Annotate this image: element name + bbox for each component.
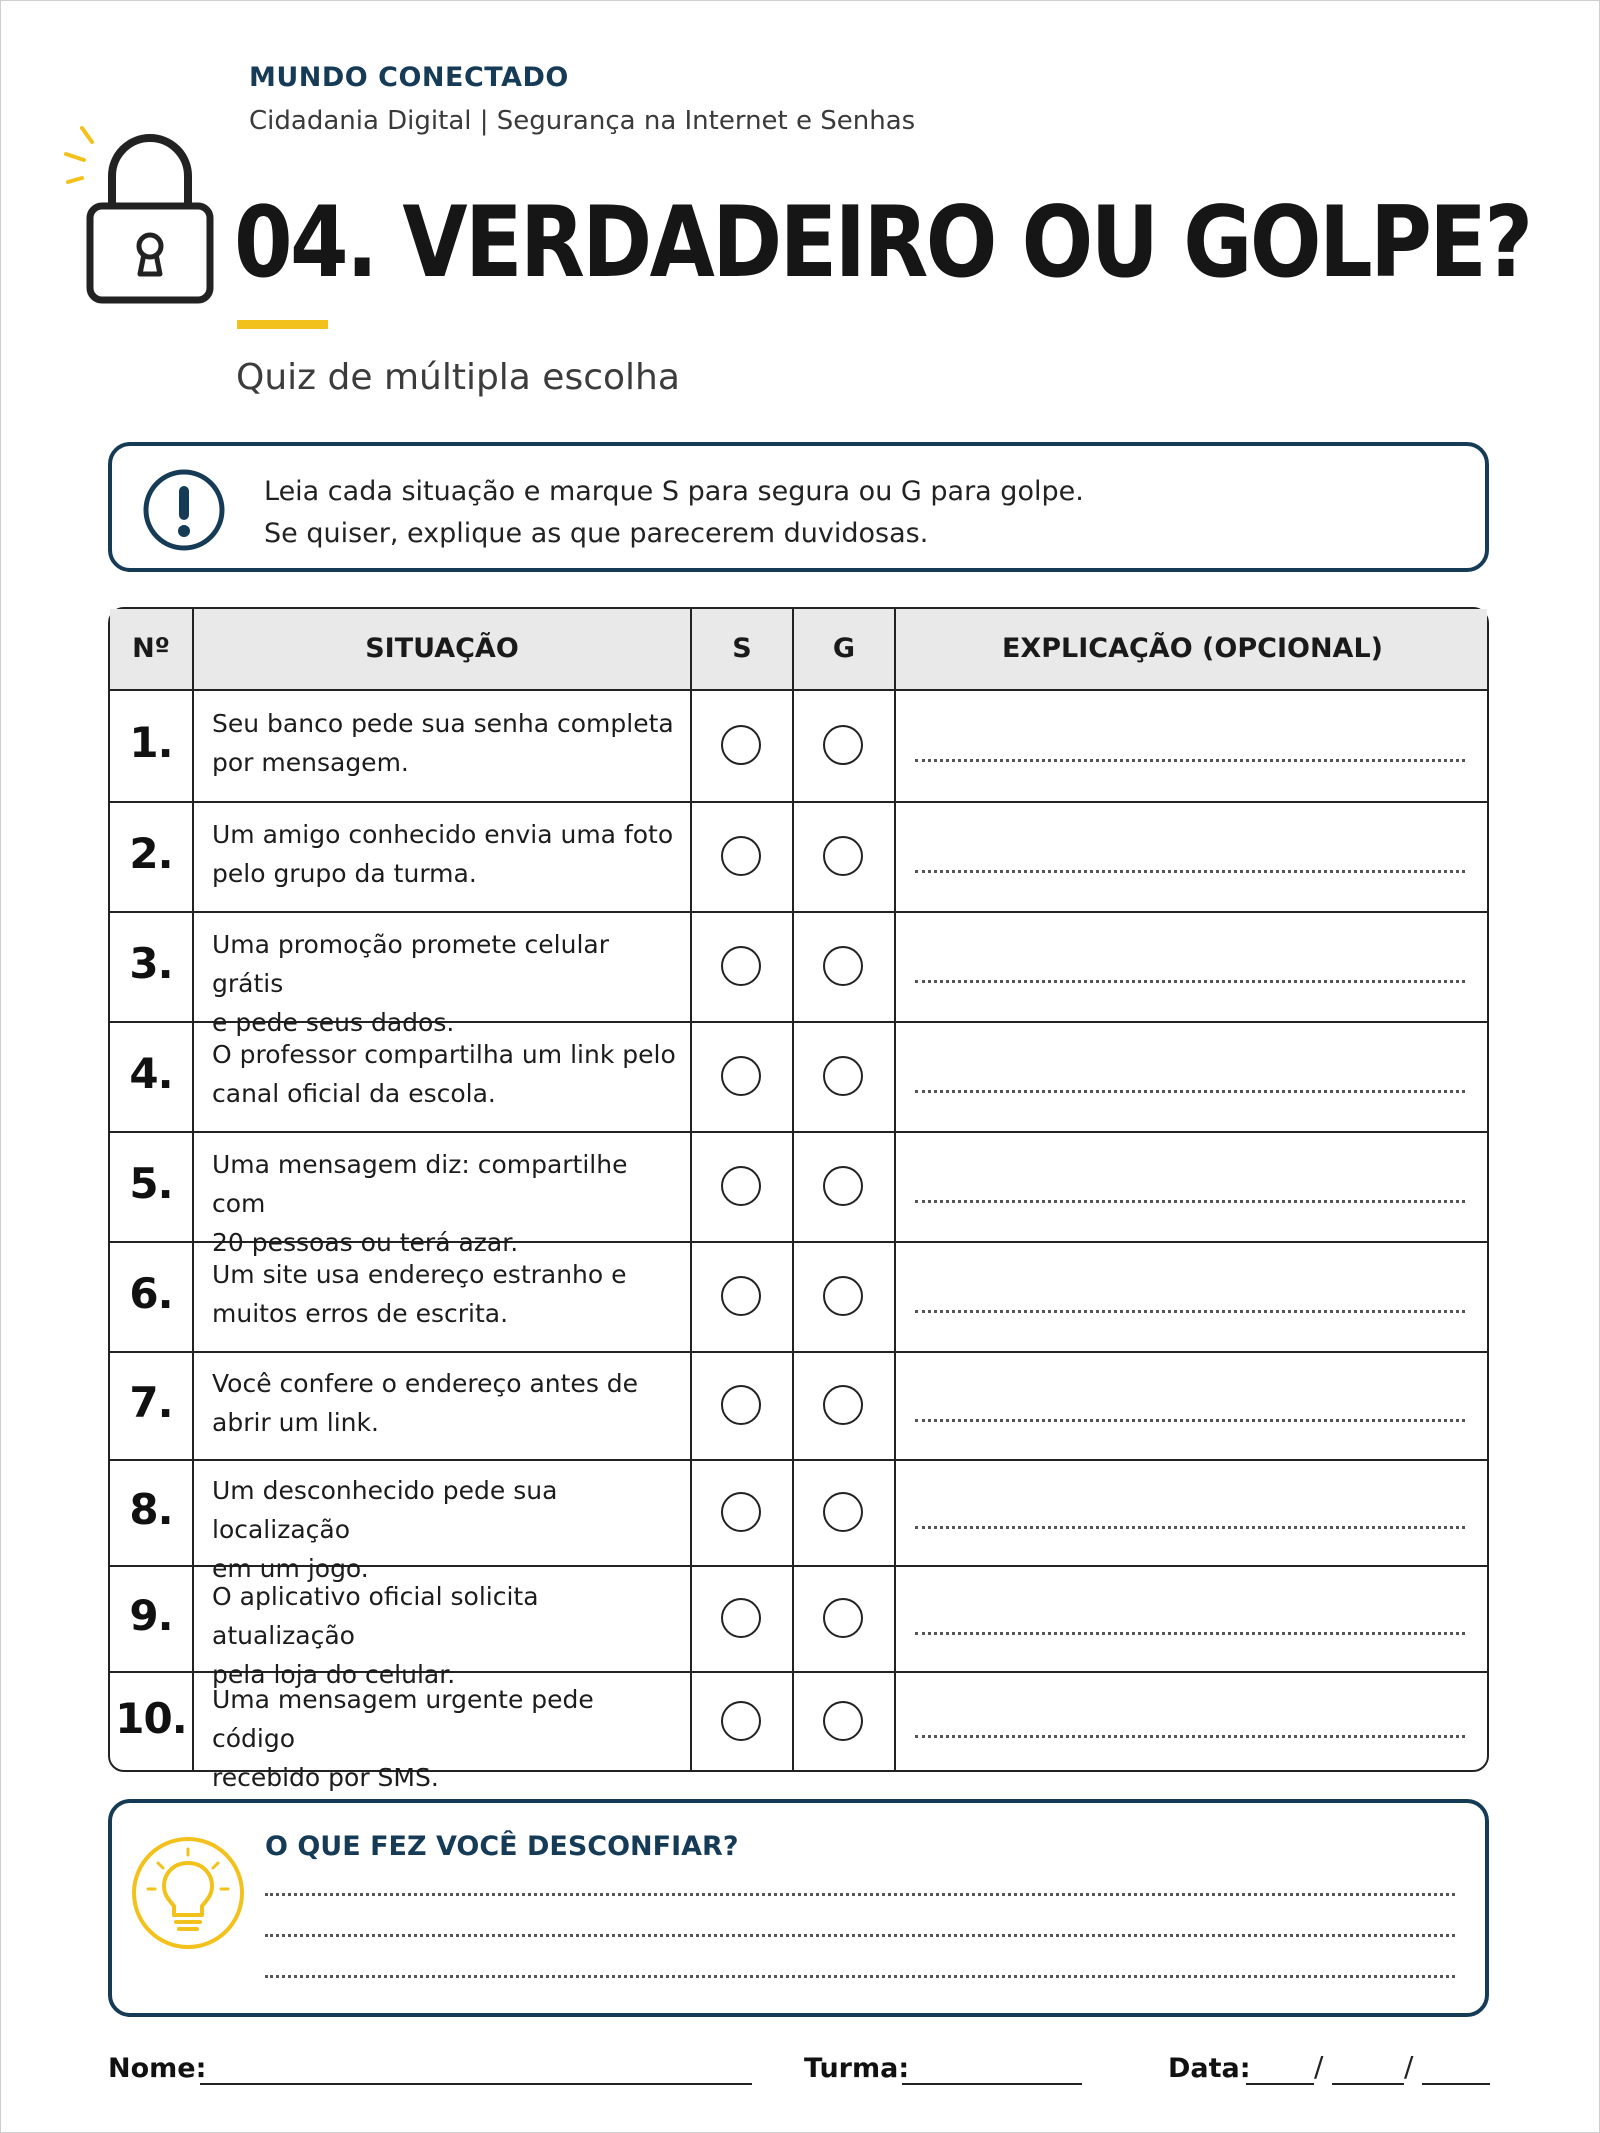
situation-text <box>212 1680 682 1797</box>
answer-line[interactable] <box>265 1934 1455 1937</box>
answer-line[interactable] <box>265 1893 1455 1896</box>
situation-text <box>212 1364 682 1442</box>
radio-safe[interactable] <box>721 1701 761 1741</box>
column-divider <box>690 609 692 1770</box>
instructions-line-2: Se quiser, explique as que parecerem duvidosas. <box>264 518 929 549</box>
radio-safe[interactable] <box>721 725 761 765</box>
table-row <box>110 1241 1487 1353</box>
radio-scam[interactable] <box>823 1492 863 1532</box>
brand-name: MUNDO CONECTADO <box>249 62 569 93</box>
table-row <box>110 1671 1487 1792</box>
row-number: 2. <box>129 829 173 878</box>
situation-line: O professor compartilha um link pelo <box>212 1040 676 1069</box>
situation-line: Uma mensagem diz: compartilhe com <box>212 1150 628 1218</box>
row-number: 8. <box>129 1485 173 1534</box>
column-divider <box>894 609 896 1770</box>
date-separator: / <box>1314 2050 1324 2083</box>
situation-text <box>212 704 682 782</box>
subject-subhead: Cidadania Digital | Segurança na Internet e Senhas <box>249 106 916 136</box>
header-explanation: EXPLICAÇÃO (OPCIONAL) <box>1001 633 1383 664</box>
table-row <box>110 1565 1487 1689</box>
situation-line: abrir um link. <box>212 1408 379 1437</box>
row-number: 6. <box>129 1269 173 1318</box>
situation-line: Um amigo conhecido envia uma foto <box>212 820 674 849</box>
situation-line: canal oficial da escola. <box>212 1079 496 1108</box>
radio-safe[interactable] <box>721 1598 761 1638</box>
table-row <box>110 1351 1487 1461</box>
explanation-field[interactable] <box>915 1735 1465 1738</box>
class-field[interactable] <box>902 2083 1082 2085</box>
date-month-field[interactable] <box>1332 2083 1404 2085</box>
radio-scam[interactable] <box>823 1276 863 1316</box>
table-header <box>110 609 1487 691</box>
situation-line: e pede seus dados. <box>212 1008 455 1037</box>
page-title: 04. VERDADEIRO OU GOLPE? <box>234 186 1531 300</box>
table-row <box>110 1459 1487 1583</box>
title-accent-bar <box>237 320 328 329</box>
instructions-line-1: Leia cada situação e marque S para segura ou G para golpe. <box>264 476 1084 507</box>
radio-scam[interactable] <box>823 1056 863 1096</box>
situation-text <box>212 1035 682 1113</box>
padlock-icon <box>60 128 220 308</box>
table-row <box>110 689 1487 803</box>
column-divider <box>192 609 194 1770</box>
situation-line: recebido por SMS. <box>212 1762 439 1792</box>
situation-line: em um jogo. <box>212 1554 369 1583</box>
radio-scam[interactable] <box>823 1385 863 1425</box>
table-row <box>110 1021 1487 1133</box>
situation-line: O aplicativo oficial solicita atualização <box>212 1582 539 1650</box>
header-s: S <box>732 633 752 664</box>
radio-safe[interactable] <box>721 946 761 986</box>
reflection-title: O QUE FEZ VOCÊ DESCONFIAR? <box>265 1831 739 1862</box>
row-number: 7. <box>129 1378 173 1427</box>
radio-scam[interactable] <box>823 1598 863 1638</box>
situation-line: Seu banco pede sua senha completa <box>212 709 674 738</box>
radio-scam[interactable] <box>823 1166 863 1206</box>
row-number: 10. <box>115 1693 187 1743</box>
quiz-table <box>108 607 1489 1792</box>
header-g: G <box>832 633 856 664</box>
situation-line: 20 pessoas ou terá azar. <box>212 1228 519 1257</box>
instructions-box <box>108 442 1489 572</box>
radio-safe[interactable] <box>721 836 761 876</box>
column-divider <box>792 609 794 1770</box>
date-separator: / <box>1404 2050 1414 2083</box>
radio-scam[interactable] <box>823 725 863 765</box>
radio-safe[interactable] <box>721 1166 761 1206</box>
radio-safe[interactable] <box>721 1276 761 1316</box>
radio-safe[interactable] <box>721 1056 761 1096</box>
name-field[interactable] <box>200 2083 752 2085</box>
situation-text <box>212 1255 682 1333</box>
date-year-field[interactable] <box>1422 2083 1490 2085</box>
explanation-field[interactable] <box>915 1526 1465 1529</box>
explanation-field[interactable] <box>915 1090 1465 1093</box>
row-number: 3. <box>129 939 173 988</box>
explanation-field[interactable] <box>915 870 1465 873</box>
row-number: 5. <box>129 1159 173 1208</box>
situation-line: Você confere o endereço antes de <box>212 1369 639 1398</box>
radio-safe[interactable] <box>721 1492 761 1532</box>
situation-line: muitos erros de escrita. <box>212 1299 509 1328</box>
explanation-field[interactable] <box>915 1419 1465 1422</box>
row-number: 1. <box>129 718 173 767</box>
situation-line: pelo grupo da turma. <box>212 859 477 888</box>
radio-scam[interactable] <box>823 836 863 876</box>
row-number: 4. <box>129 1049 173 1098</box>
situation-line: por mensagem. <box>212 748 409 777</box>
reflection-box <box>108 1799 1489 2017</box>
radio-scam[interactable] <box>823 1701 863 1741</box>
situation-line: Uma promoção promete celular grátis <box>212 930 609 998</box>
row-number: 9. <box>129 1591 173 1640</box>
class-label: Turma: <box>804 2053 910 2084</box>
answer-line[interactable] <box>265 1975 1455 1978</box>
radio-safe[interactable] <box>721 1385 761 1425</box>
explanation-field[interactable] <box>915 980 1465 983</box>
header-number: Nº <box>132 633 170 664</box>
exclamation-icon <box>142 468 226 552</box>
situation-line: Um site usa endereço estranho e <box>212 1260 627 1289</box>
explanation-field[interactable] <box>915 1200 1465 1203</box>
table-row <box>110 1131 1487 1257</box>
situation-line: pela loja do celular. <box>212 1660 456 1689</box>
explanation-field[interactable] <box>915 1632 1465 1635</box>
situation-line: Um desconhecido pede sua localização <box>212 1476 558 1544</box>
explanation-field[interactable] <box>915 759 1465 762</box>
explanation-field[interactable] <box>915 1310 1465 1313</box>
situation-text <box>212 815 682 893</box>
header-situation: SITUAÇÃO <box>365 633 519 664</box>
date-day-field[interactable] <box>1246 2083 1314 2085</box>
table-row <box>110 911 1487 1037</box>
name-label: Nome: <box>108 2053 207 2084</box>
situation-line: Uma mensagem urgente pede código <box>212 1684 594 1753</box>
table-row <box>110 801 1487 913</box>
lightbulb-icon <box>128 1833 248 1953</box>
radio-scam[interactable] <box>823 946 863 986</box>
page-subtitle: Quiz de múltipla escolha <box>236 357 680 398</box>
date-label: Data: <box>1168 2053 1251 2084</box>
